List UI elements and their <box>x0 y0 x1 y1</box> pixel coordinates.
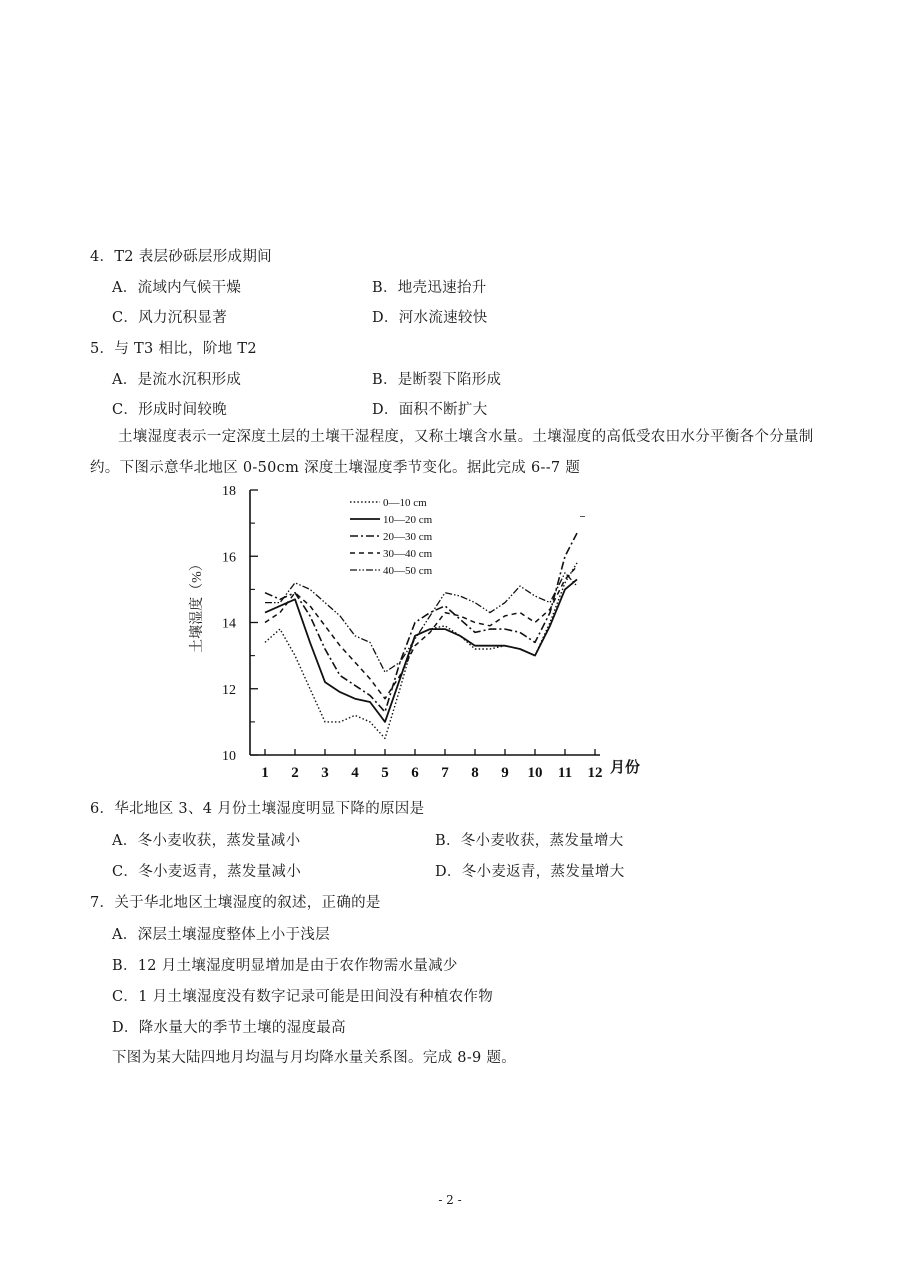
series-line-1 <box>265 563 577 739</box>
x-tick-label: 5 <box>381 765 389 781</box>
q5-stem: 5．与 T3 相比，阶地 T2 <box>90 341 257 357</box>
series-line-5 <box>265 573 577 672</box>
q7-option-a: A．深层土壤湿度整体上小于浅层 <box>112 927 330 943</box>
legend-label-1: 0—10 cm <box>383 497 427 509</box>
q5-option-d: D．面积不断扩大 <box>372 402 488 418</box>
q5-option-c: C．形成时间较晚 <box>112 402 227 418</box>
y-tick-label: 14 <box>222 616 236 632</box>
x-tick-label: 6 <box>411 765 419 781</box>
y-axis-label: 土壤湿度（%） <box>190 557 205 653</box>
x-tick-label: 8 <box>471 765 479 781</box>
x-tick-label: 7 <box>441 765 449 781</box>
q7-option-d: D．降水量大的季节土壤的湿度最高 <box>112 1020 346 1036</box>
x-tick-label: 9 <box>501 765 509 781</box>
x-tick-label: 2 <box>291 765 299 781</box>
series-line-2 <box>265 579 577 722</box>
q6-option-a: A．冬小麦收获，蒸发量减小 <box>112 833 301 849</box>
legend-label-5: 40—50 cm <box>383 565 433 577</box>
y-tick-label: 16 <box>222 550 236 566</box>
q4-stem: 4．T2 表层砂砾层形成期间 <box>90 249 272 265</box>
q6-option-d: D．冬小麦返青，蒸发量增大 <box>435 864 625 880</box>
q4-option-a: A．流域内气候干燥 <box>112 280 242 296</box>
q4-option-d: D．河水流速较快 <box>372 310 488 326</box>
q6-stem: 6．华北地区 3、4 月份土壤湿度明显下降的原因是 <box>90 801 425 817</box>
x-tick-label: 1 <box>261 765 269 781</box>
y-tick-label: 18 <box>222 484 236 499</box>
q7-option-c: C．1 月土壤湿度没有数字记录可能是田间没有种植农作物 <box>112 989 494 1005</box>
chart-axes <box>222 484 603 781</box>
x-tick-label: 3 <box>321 765 329 781</box>
q5-option-b: B．是断裂下陷形成 <box>372 372 502 388</box>
q4-option-b: B．地壳迅速抬升 <box>372 280 487 296</box>
x-tick-label: 4 <box>351 765 359 781</box>
page-number: - 2 - <box>438 1193 462 1207</box>
legend-label-4: 30—40 cm <box>383 548 433 560</box>
soil-moisture-chart <box>180 475 680 785</box>
legend-label-3: 20—30 cm <box>383 531 433 543</box>
x-axis-label: 月份 <box>610 760 641 776</box>
q6-option-b: B．冬小麦收获，蒸发量增大 <box>435 833 624 849</box>
q5-option-a: A．是流水沉积形成 <box>112 372 242 388</box>
x-tick-label: 11 <box>557 765 573 781</box>
q7-stem: 7．关于华北地区土壤湿度的叙述，正确的是 <box>90 895 381 911</box>
x-tick-label: 12 <box>587 765 603 781</box>
intro-6-7: 土壤湿度表示一定深度土层的土壤干湿程度，又称土壤含水量。土壤湿度的高低受农田水分平衡各个分量制约。下图示意华北地区 0-50cm 深度土壤湿度季节变化。据此完成 6--7 题 <box>90 429 814 476</box>
chart-series <box>265 533 577 738</box>
x-tick-label: 10 <box>527 765 543 781</box>
intro-8-9: 下图为某大陆四地月均温与月均降水量关系图。完成 8-9 题。 <box>112 1050 517 1066</box>
q7-option-b: B．12 月土壤湿度明显增加是由于农作物需水量减少 <box>112 958 458 974</box>
q4-option-c: C．风力沉积显著 <box>112 310 227 326</box>
chart-legend <box>350 497 433 577</box>
y-tick-label: 12 <box>222 682 236 698</box>
legend-label-2: 10—20 cm <box>383 514 433 526</box>
y-tick-label: 10 <box>222 749 236 764</box>
q6-option-c: C．冬小麦返青，蒸发量减小 <box>112 864 301 880</box>
